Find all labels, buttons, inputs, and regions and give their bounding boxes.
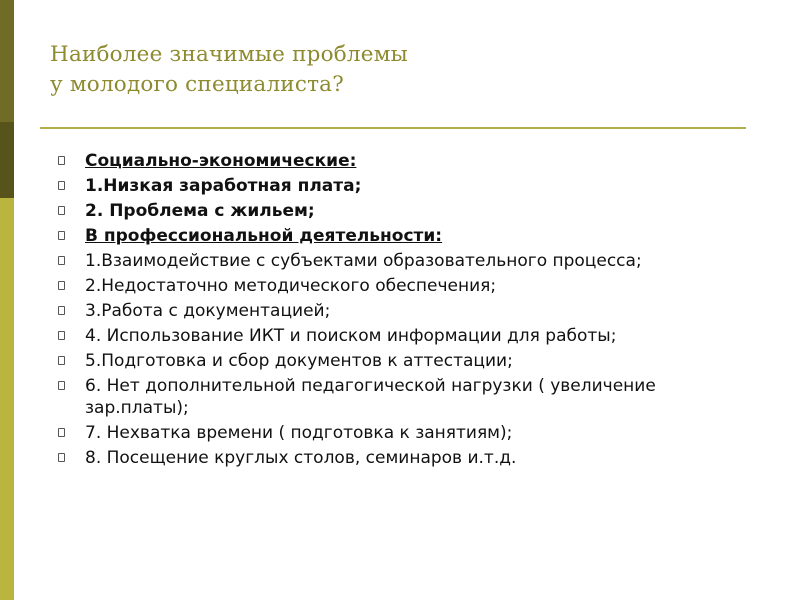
list-item-text: 4. Использование ИКТ и поиском информации для работы; — [85, 326, 617, 346]
side-bar-segment-top — [0, 0, 14, 122]
square-bullet-icon — [58, 156, 65, 165]
square-bullet-icon — [58, 381, 65, 390]
list-item-text: Социально-экономические: — [85, 151, 357, 171]
list-item-text: В профессиональной деятельности: — [85, 226, 443, 246]
side-bar-segment-bottom — [0, 198, 14, 600]
list-item — [58, 150, 738, 172]
list-item — [58, 225, 738, 247]
list-item — [58, 175, 738, 197]
list-item — [58, 250, 738, 272]
square-bullet-icon — [58, 281, 65, 290]
square-bullet-icon — [58, 428, 65, 437]
square-bullet-icon — [58, 331, 65, 340]
list-item — [58, 200, 738, 222]
square-bullet-icon — [58, 453, 65, 462]
list-item-text: 1.Взаимодействие с субъектами образовательного процесса; — [85, 251, 642, 271]
side-bar-segment-middle — [0, 122, 14, 198]
list-item-text: 3.Работа с документацией; — [85, 301, 331, 321]
list-item-text: 6. Нет дополнительной педагогической нагрузки ( увеличение зар.платы); — [85, 376, 656, 418]
list-item-text: 5.Подготовка и сбор документов к аттестации; — [85, 351, 513, 371]
list-item — [58, 300, 738, 322]
list-item — [58, 447, 738, 469]
list-item — [58, 350, 738, 372]
slide-title-line-2: у молодого специалиста? — [50, 72, 344, 97]
title-divider — [40, 127, 746, 129]
decorative-side-bar — [0, 0, 14, 600]
list-item — [58, 275, 738, 297]
list-item — [58, 325, 738, 347]
square-bullet-icon — [58, 231, 65, 240]
list-item-text: 2. Проблема с жильем; — [85, 201, 315, 221]
list-item-text: 1.Низкая заработная плата; — [85, 176, 362, 196]
list-item — [58, 375, 738, 419]
bullet-list — [58, 150, 738, 472]
square-bullet-icon — [58, 256, 65, 265]
list-item-text: 2.Недостаточно методического обеспечения; — [85, 276, 497, 296]
square-bullet-icon — [58, 181, 65, 190]
slide-title — [50, 40, 750, 100]
list-item — [58, 422, 738, 444]
square-bullet-icon — [58, 306, 65, 315]
slide-title-line-1: Наиболее значимые проблемы — [50, 42, 408, 67]
list-item-text: 8. Посещение круглых столов, семинаров и.т.д. — [85, 448, 517, 468]
square-bullet-icon — [58, 206, 65, 215]
square-bullet-icon — [58, 356, 65, 365]
list-item-text: 7. Нехватка времени ( подготовка к занятиям); — [85, 423, 513, 443]
